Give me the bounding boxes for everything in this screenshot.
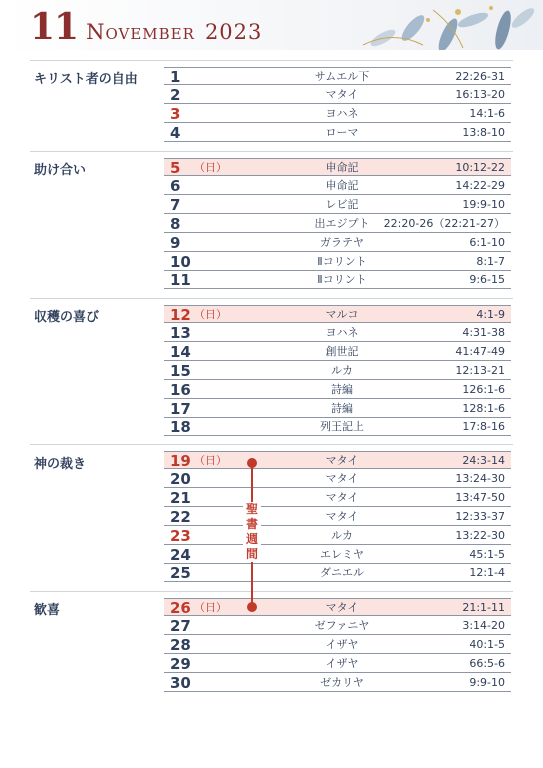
section-divider: [30, 591, 513, 592]
reading-row: [164, 508, 511, 526]
section-divider: [30, 151, 513, 152]
row-book: マタイ: [325, 87, 359, 101]
reading-row: [164, 400, 511, 418]
reading-row: [164, 158, 511, 176]
row-reference: 17:8-16: [462, 420, 505, 434]
row-day: 5: [170, 159, 181, 177]
row-reference: 4:31-38: [462, 325, 505, 339]
reading-row: [164, 271, 511, 289]
row-book: Ⅱコリント: [317, 254, 367, 268]
row-book: イザヤ: [325, 656, 359, 670]
reading-row: [164, 67, 511, 85]
row-reference: 16:13-20: [455, 87, 505, 101]
row-book: ヨハネ: [325, 106, 359, 120]
reading-row: [164, 253, 511, 271]
bible-week-start-dot: [247, 458, 257, 468]
row-reference: 14:22-29: [455, 178, 505, 192]
reading-row: [164, 489, 511, 507]
reading-row: [164, 343, 511, 361]
row-book: ガラテヤ: [320, 235, 364, 249]
row-book: Ⅱコリント: [317, 273, 367, 287]
bible-week-char: 間: [245, 547, 258, 561]
row-day: 10: [170, 252, 191, 271]
title-day: 11: [30, 6, 79, 48]
row-reference: 126:1-6: [462, 382, 505, 396]
row-reference: 22:26-31: [455, 70, 505, 83]
section-theme: 歓喜: [34, 603, 61, 618]
reading-row: [164, 546, 511, 564]
row-book: 列王記上: [320, 420, 364, 434]
sunday-label: （日）: [194, 601, 227, 614]
row-reference: 12:33-37: [455, 509, 505, 523]
row-day: 25: [170, 564, 191, 583]
section-theme: キリスト者の自由: [34, 72, 138, 87]
row-book: エレミヤ: [320, 547, 364, 561]
page-header: [0, 0, 543, 50]
row-reference: 66:5-6: [469, 656, 505, 670]
row-day: 28: [170, 635, 191, 654]
row-book: マタイ: [325, 490, 359, 504]
bible-week-char: 書: [245, 517, 258, 531]
reading-row: [164, 451, 511, 469]
title-month: November: [86, 20, 195, 44]
bible-week-marker: [245, 458, 258, 608]
row-reference: 45:1-5: [469, 547, 505, 561]
row-book: マタイ: [325, 471, 359, 485]
row-day: 27: [170, 616, 191, 635]
row-day: 20: [170, 469, 191, 488]
row-reference: 19:9-10: [462, 197, 505, 211]
row-reference: 12:13-21: [455, 363, 505, 377]
row-reference: 13:8-10: [462, 125, 505, 139]
reading-row: [164, 527, 511, 545]
row-reference: 8:1-7: [476, 254, 505, 268]
row-day: 3: [170, 104, 181, 123]
section-theme: 助け合い: [34, 163, 87, 178]
row-book: イザヤ: [325, 637, 359, 651]
sunday-label: （日）: [194, 308, 227, 321]
row-day: 24: [170, 545, 191, 564]
section-divider: [30, 444, 513, 445]
row-reference: 3:14-20: [462, 618, 505, 632]
row-reference: 12:1-4: [469, 566, 505, 580]
bible-week-end-dot: [247, 602, 257, 612]
reading-row: [164, 598, 511, 616]
sunday-label: （日）: [194, 454, 227, 467]
reading-row: [164, 124, 511, 142]
row-reference: 21:1-11: [462, 601, 505, 614]
row-book: マタイ: [325, 601, 359, 614]
reading-row: [164, 105, 511, 123]
row-day: 11: [170, 271, 191, 290]
reading-row: [164, 305, 511, 323]
row-book: レビ記: [325, 197, 359, 211]
row-day: 13: [170, 323, 191, 342]
row-day: 6: [170, 176, 181, 195]
row-book: マタイ: [325, 509, 359, 523]
row-book: 出エジプト: [314, 216, 370, 230]
reading-row: [164, 381, 511, 399]
reading-row: [164, 324, 511, 342]
reading-row: [164, 196, 511, 214]
leaf-decoration-icon: [353, 0, 543, 50]
row-book: ダニエル: [320, 566, 364, 580]
reading-row: [164, 177, 511, 195]
row-day: 1: [170, 68, 181, 86]
row-book: 詩編: [331, 382, 353, 396]
row-day: 21: [170, 488, 191, 507]
row-day: 2: [170, 85, 181, 104]
section-divider: [30, 298, 513, 299]
row-day: 4: [170, 123, 181, 142]
row-day: 22: [170, 507, 191, 526]
reading-row: [164, 418, 511, 436]
row-reference: 41:47-49: [455, 344, 505, 358]
row-book: ゼファニヤ: [314, 618, 370, 632]
row-book: ルカ: [331, 363, 353, 377]
row-book: 申命記: [325, 161, 359, 174]
row-reference: 40:1-5: [469, 637, 505, 651]
row-day: 14: [170, 342, 191, 361]
row-day: 12: [170, 306, 191, 324]
row-book: マタイ: [325, 454, 359, 467]
row-book: サムエル下: [314, 70, 370, 83]
row-reference: 10:12-22: [455, 161, 505, 174]
reading-row: [164, 215, 511, 233]
row-reference: 24:3-14: [462, 454, 505, 467]
row-reference: 13:47-50: [455, 490, 505, 504]
reading-row: [164, 655, 511, 673]
reading-row: [164, 234, 511, 252]
row-day: 19: [170, 452, 191, 470]
page-title: [30, 6, 262, 46]
reading-row: [164, 564, 511, 582]
section-theme: 収穫の喜び: [34, 310, 100, 325]
row-day: 7: [170, 195, 181, 214]
reading-row: [164, 362, 511, 380]
reading-row: [164, 674, 511, 692]
row-reference: 6:1-10: [469, 235, 505, 249]
section-theme: 神の裁き: [34, 457, 87, 472]
row-day: 29: [170, 654, 191, 673]
row-day: 23: [170, 526, 191, 545]
row-day: 26: [170, 599, 191, 617]
row-reference: 9:9-10: [469, 675, 505, 689]
row-day: 17: [170, 399, 191, 418]
row-reference: 22:20-26（22:21-27）: [383, 216, 505, 230]
row-book: 詩編: [331, 401, 353, 415]
row-book: ルカ: [331, 528, 353, 542]
row-book: ローマ: [325, 125, 359, 139]
row-day: 15: [170, 361, 191, 380]
row-book: ゼカリヤ: [320, 675, 364, 689]
row-day: 18: [170, 418, 191, 437]
reading-row: [164, 470, 511, 488]
row-reference: 4:1-9: [476, 308, 505, 321]
row-reference: 13:24-30: [455, 471, 505, 485]
row-day: 8: [170, 214, 181, 233]
sunday-label: （日）: [194, 161, 227, 174]
row-book: ヨハネ: [325, 325, 359, 339]
bible-week-char: 週: [245, 532, 258, 546]
row-reference: 14:1-6: [469, 106, 505, 120]
row-reference: 13:22-30: [455, 528, 505, 542]
reading-row: [164, 617, 511, 635]
reading-row: [164, 636, 511, 654]
section-divider: [30, 60, 513, 61]
bible-week-label: [243, 502, 261, 562]
row-day: 9: [170, 233, 181, 252]
row-book: 申命記: [325, 178, 359, 192]
row-reference: 9:6-15: [469, 273, 505, 287]
title-year: 2023: [204, 20, 263, 44]
row-book: 創世記: [325, 344, 359, 358]
row-day: 16: [170, 380, 191, 399]
row-day: 30: [170, 673, 191, 692]
row-reference: 128:1-6: [462, 401, 505, 415]
bible-week-char: 聖: [245, 502, 258, 516]
reading-row: [164, 86, 511, 104]
row-book: マルコ: [325, 308, 359, 321]
